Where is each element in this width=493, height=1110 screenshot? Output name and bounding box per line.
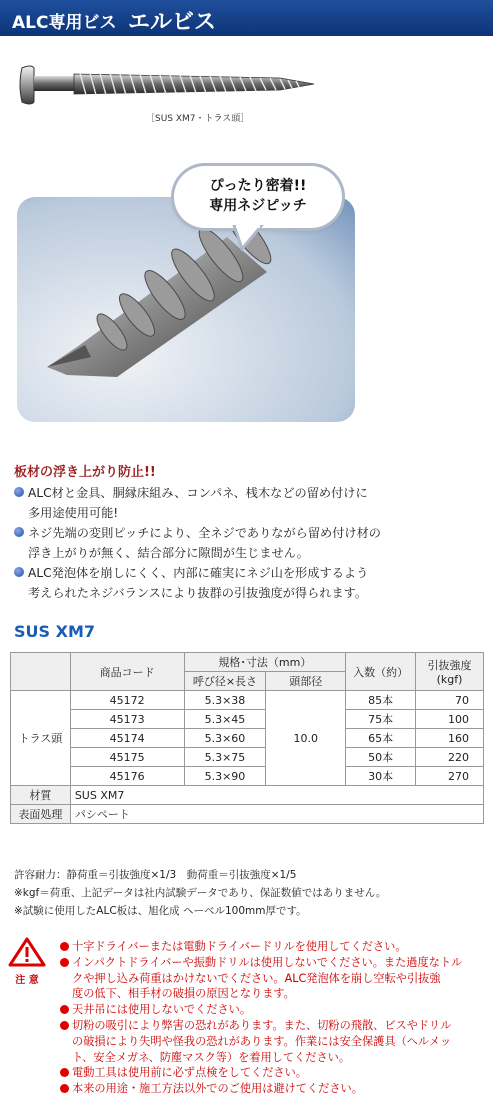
qty-cell: 30本 [346,767,416,786]
feature-text: 多用途使用可能! [28,506,119,520]
pull-cell: 270 [416,767,484,786]
bullet-icon [14,567,24,577]
note-line: 許容耐力：静荷重＝引抜強度×1/3 動荷重＝引抜強度×1/5 [14,869,297,881]
code-cell: 45172 [70,691,184,710]
warning-item [60,1002,488,1018]
header-pull-unit: (kgf) [436,673,463,686]
pull-cell: 70 [416,691,484,710]
feature-speech-bubble [174,166,342,228]
qty-cell: 75本 [346,710,416,729]
qty-cell: 50本 [346,748,416,767]
pull-cell: 220 [416,748,484,767]
red-bullet-icon [60,958,69,967]
warning-text: クや押し込み荷重はかけないでください。ALC発泡体を崩し空転や引抜強 [72,971,441,985]
qty-cell: 85本 [346,691,416,710]
spec-title: SUS XM7 [14,622,95,641]
screw-image [18,62,318,107]
warning-item [60,1065,488,1081]
caution-badge [8,937,46,986]
bubble-tail [232,225,272,251]
header-head-dia: 頭部径 [266,672,346,691]
head-type-cell: トラス頭 [11,691,71,786]
size-cell: 5.3×38 [184,691,266,710]
table-row [11,748,484,767]
warning-text: 切粉の吸引により弊害の恐れがあります。また、切粉の飛散、ビスやドリル [72,1018,452,1032]
screw-closeup-photo [17,197,355,422]
pull-cell: 160 [416,729,484,748]
bullet-icon [14,527,24,537]
warning-list [60,939,488,1097]
code-cell: 45175 [70,748,184,767]
feature-list [14,483,484,603]
header-blank [11,653,71,691]
header-prefix: ALC専用ビス [12,13,117,33]
warning-item [60,955,488,1002]
header-nominal: 呼び径×長さ [184,672,266,691]
warning-text: の破損により失明や怪我の恐れがあります。作業には安全保護具（ヘルメッ [72,1034,452,1048]
feature-text: 考えられたネジバランスにより抜群の引抜強度が得られます。 [28,586,368,600]
feature-text: ネジ先端の変則ピッチにより、全ネジでありながら留め付け材の [28,526,381,540]
warning-triangle-icon [8,937,46,967]
size-cell: 5.3×90 [184,767,266,786]
material-label: 材質 [11,786,71,805]
header-qty: 入数（約） [346,653,416,691]
warning-text: 度の低下、相手材の破損の原因となります。 [72,987,295,1001]
red-bullet-icon [60,1084,69,1093]
note-line: ※試験に使用したALC板は、旭化成 ヘーベル100mm厚です。 [14,905,307,917]
caution-label: 注 意 [15,975,39,986]
red-bullet-icon [60,942,69,951]
table-row [11,691,484,710]
size-cell: 5.3×45 [184,710,266,729]
red-bullet-icon [60,1005,69,1014]
material-value: SUS XM7 [70,786,483,805]
feature-text: 浮き上がりが無く、結合部分に隙間が生じません。 [28,546,309,560]
spec-table [10,652,484,824]
note-line: ※kgf＝荷重、上記データは社内試験データであり、保証数値ではありません。 [14,887,387,899]
table-row [11,710,484,729]
warning-text: 本来の用途・施工方法以外でのご使用は避けてください。 [72,1082,363,1096]
material-row [11,786,484,805]
finish-row [11,805,484,824]
warning-text: 天井吊には使用しないでください。 [72,1003,252,1017]
warning-item [60,1081,488,1097]
header-pull-label: 引抜強度 [427,659,472,672]
warning-item [60,1018,488,1065]
feature-item [14,563,484,603]
bubble-line-2: 専用ネジピッチ [209,198,307,214]
red-bullet-icon [60,1021,69,1030]
warning-text: インパクトドライバーや振動ドリルは使用しないでください。また過度なトル [72,955,463,969]
code-cell: 45173 [70,710,184,729]
feature-text: ALC発泡体を崩しにくく、内部に確実にネジ山を形成するよう [28,566,369,580]
header-code: 商品コード [70,653,184,691]
pull-cell: 100 [416,710,484,729]
feature-text: ALC材と金具、胴縁床組み、コンパネ、桟木などの留め付けに [28,486,368,500]
head-dia-cell: 10.0 [266,691,346,786]
page-header [0,0,493,36]
code-cell: 45174 [70,729,184,748]
header-title: エルビス [128,10,217,35]
warning-text: 電動工具は使用前に必ず点検をしてください。 [72,1066,307,1080]
warning-text: ト、安全メガネ、防塵マスク等）を着用してください。 [72,1050,351,1064]
qty-cell: 65本 [346,729,416,748]
finish-value: パシペート [70,805,483,824]
warning-text: 十字ドライバーまたは電動ドライバードリルを使用してください。 [72,940,407,953]
feature-heading: 板材の浮き上がり防止!! [14,465,156,480]
bullet-icon [14,487,24,497]
size-cell: 5.3×75 [184,748,266,767]
notes [14,866,386,920]
size-cell: 5.3×60 [184,729,266,748]
red-bullet-icon [60,1068,69,1077]
table-row [11,767,484,786]
header-size: 規格･寸法（mm） [184,653,346,672]
finish-label: 表面処理 [11,805,71,824]
header-pull [416,653,484,691]
feature-item [14,523,484,563]
bubble-line-1: ぴったり密着!! [209,178,307,194]
feature-item [14,483,484,523]
code-cell: 45176 [70,767,184,786]
screw-caption: ［SUS XM7・トラス頭］ [146,114,250,124]
table-row [11,729,484,748]
warning-item [60,939,488,955]
